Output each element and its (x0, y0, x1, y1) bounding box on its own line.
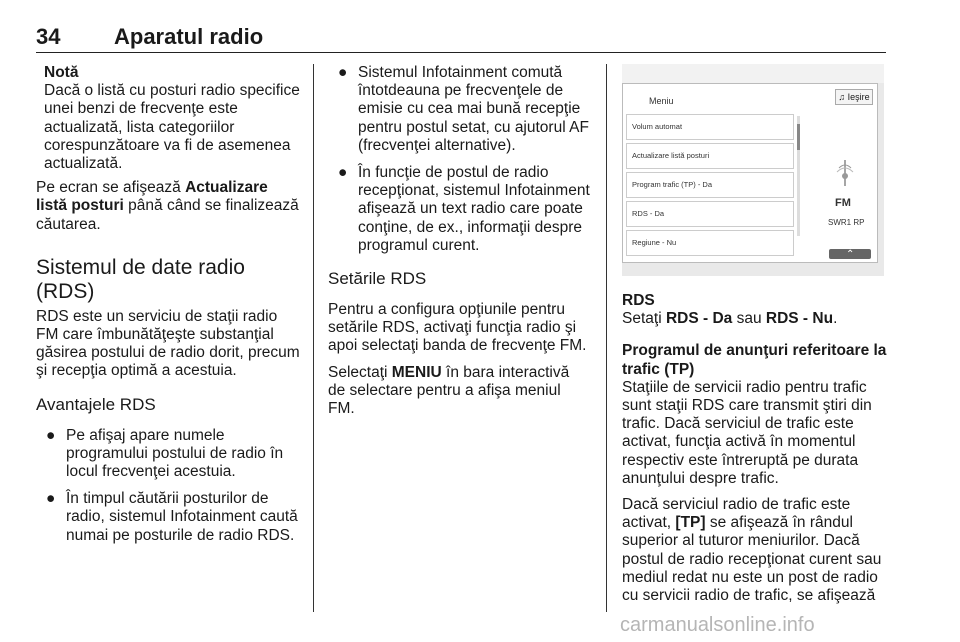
page-header (36, 24, 886, 53)
paragraph: RDS este un serviciu de staţii radio FM care îmbunătăţeşte substanţial găsirea postului de radio dorit, precum şi recepţia optimă a acestuia. (36, 307, 300, 380)
column-divider (313, 64, 314, 612)
paragraph: Staţiile de servicii radio pentru trafic sunt staţii RDS care transmit ştiri din trafic. Dacă serviciul de trafic este activat, funcţia activă în momentul respectiv este întreruptă pe durata anunţului despre trafic. (622, 378, 872, 487)
column-right (622, 64, 888, 613)
note-title: Notă (44, 64, 79, 81)
exit-button[interactable]: ♫ Ieşire (835, 89, 873, 105)
menu-item-rds[interactable]: RDS - Da (626, 201, 794, 227)
paragraph: Dacă serviciul radio de trafic este activat, [TP] se afişează în rândul superior al tuturor meniurilor. Dacă postul de radio recepţionat curent sau mediul redat nu este un post de radio cu servicii radio de trafic, se afişează (622, 496, 882, 605)
list-item: ● În funcţie de postul de radio recepţionat, sistemul Infotainment afişează un text radio care poate conţine, de ex., informaţii despre programul curent. (338, 164, 590, 254)
menu-list (626, 114, 794, 259)
bullet-list (36, 427, 300, 545)
note-box (36, 64, 300, 173)
column-divider (606, 64, 607, 612)
band-label: FM (835, 197, 851, 209)
chevron-up-icon: ⌃ (846, 249, 855, 260)
paragraph: Pentru a configura opţiunile pentru setările RDS, activaţi funcţia radio şi apoi selectaţi banda de frecvenţe FM. (328, 301, 587, 355)
menu-item-update-list[interactable]: Actualizare listă posturi (626, 143, 794, 169)
section-heading: Sistemul de date radio (RDS) (36, 255, 245, 303)
paragraph: Selectaţi MENIU în bara interactivă de selectare pentru a afişa meniul FM. (328, 363, 570, 418)
antenna-icon (835, 158, 855, 188)
list-item: ● În timpul căutării posturilor de radio, sistemul Infotainment caută numai pe posturile de radio RDS. (46, 490, 298, 544)
bullet-list (328, 64, 590, 255)
paragraph: Pe ecran se afişează Actualizare listă posturi până când se finalizează căutarea. (36, 179, 299, 233)
note-text: Dacă o listă cu posturi radio specifice unei benzi de frecvenţe este actualizată, lista categoriilor corespunzătoare va fi de asemenea actualizată. (44, 82, 300, 173)
subsection-heading: Avantajele RDS (36, 394, 156, 414)
subsection-heading: Setările RDS (328, 269, 427, 289)
screen-frame (622, 83, 878, 263)
list-item: ● Sistemul Infotainment comută întotdeauna pe frecvenţele de emisie cu cea mai bună recepţie pentru postul setat, cu ajutorul AF (frecvenţei alternative). (338, 64, 589, 154)
watermark: carmanualsonline.info (620, 614, 815, 636)
menu-item-traffic-program[interactable]: Program trafic (TP) - Da (626, 172, 794, 198)
scrollbar[interactable] (797, 116, 800, 236)
column-left (36, 64, 300, 554)
menu-item-region[interactable]: Regiune - Nu (626, 230, 794, 256)
menu-title: Meniu (649, 96, 674, 106)
paragraph: Setaţi RDS - Da sau RDS - Nu. (622, 310, 838, 328)
scroll-up-button[interactable] (829, 249, 871, 259)
menu-item-volume[interactable]: Volum automat (626, 114, 794, 140)
subsection-heading: Programul de anunţuri referitoare la trafic (TP) (622, 342, 887, 378)
infotainment-screen-figure (622, 64, 884, 276)
page-number: 34 (36, 24, 61, 49)
column-middle (328, 64, 590, 426)
list-item: ● Pe afişaj apare numele programului postului de radio în locul frecvenţei acestuia. (46, 426, 284, 481)
station-name: SWR1 RP (828, 218, 865, 227)
subsection-heading: RDS (622, 292, 655, 309)
page-title: Aparatul radio (114, 24, 264, 49)
